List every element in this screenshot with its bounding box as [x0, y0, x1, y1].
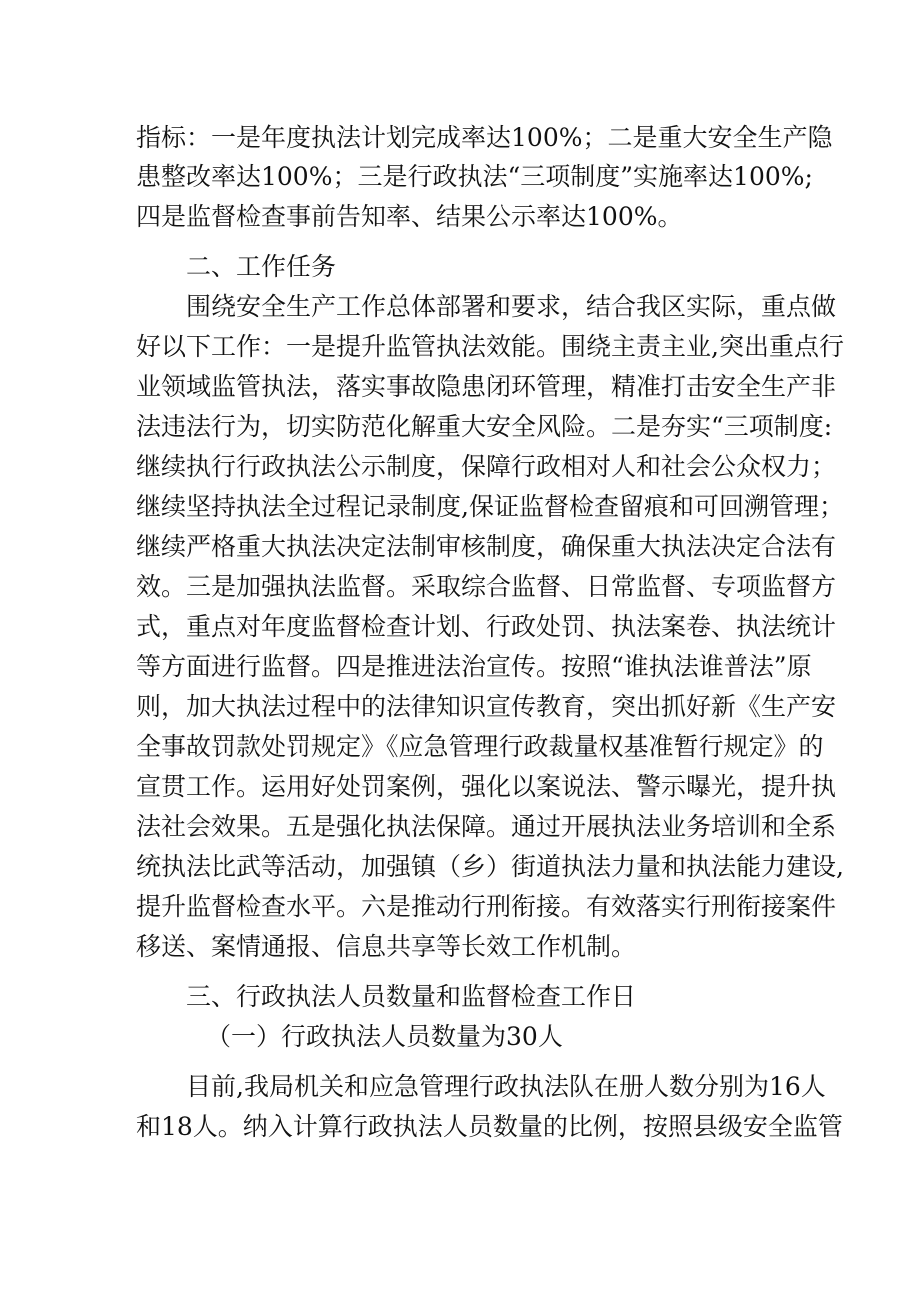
text-line: 好以下工作：一是提升监管执法效能。围绕主责主业,突出重点行 — [136, 332, 844, 361]
text-line: 目前,我局机关和应急管理行政执法队在册人数分别为16人 — [186, 1072, 826, 1101]
text-line: 围绕安全生产工作总体部署和要求，结合我区实际，重点做 — [186, 292, 837, 321]
section-heading: 三、行政执法人员数量和监督检查工作日 — [186, 982, 637, 1011]
text-line: 提升监督检查水平。六是推动行刑衔接。有效落实行刑衔接案件 — [136, 892, 837, 921]
text-line: 移送、案情通报、信息共享等长效工作机制。 — [136, 932, 637, 961]
text-line: 法违法行为，切实防范化解重大安全风险。二是夯实“三项制度: — [136, 412, 833, 441]
text-line: 患整改率达100%；三是行政执法“三项制度”实施率达100%; — [136, 162, 813, 191]
text-line: 四是监督检查事前告知率、结果公示率达100%。 — [136, 202, 683, 231]
text-line: 式，重点对年度监督检查计划、行政处罚、执法案卷、执法统计 — [136, 612, 837, 641]
text-line: 继续坚持执法全过程记录制度,保证监督检查留痕和可回溯管理； — [136, 492, 844, 521]
text-line: 和18人。纳入计算行政执法人员数量的比例，按照县级安全监管 — [136, 1112, 843, 1141]
text-line: 全事故罚款处罚规定》《应急管理行政裁量权基准暂行规定》的 — [136, 732, 824, 761]
text-line: 统执法比武等活动，加强镇（乡）街道执法力量和执法能力建设, — [136, 852, 844, 881]
text-line: 继续严格重大执法决定法制审核制度，确保重大执法决定合法有 — [136, 532, 837, 561]
section-heading: 二、工作任务 — [186, 252, 337, 281]
text-line: 则，加大执法过程中的法律知识宣传教育，突出抓好新《生产安 — [136, 692, 837, 721]
text-line: 宣贯工作。运用好处罚案例，强化以案说法、警示曝光，提升执 — [136, 772, 837, 801]
subsection-heading: （一）行政执法人员数量为30人 — [206, 1022, 563, 1051]
text-line: 指标：一是年度执法计划完成率达100%；二是重大安全生产隐 — [136, 123, 833, 152]
text-line: 继续执行行政执法公示制度，保障行政相对人和社会公众权力； — [136, 452, 837, 481]
text-line: 法社会效果。五是强化执法保障。通过开展执法业务培训和全系 — [136, 812, 837, 841]
text-line: 效。三是加强执法监督。采取综合监督、日常监督、专项监督方 — [136, 572, 837, 601]
text-line: 业领域监管执法，落实事故隐患闭环管理，精准打击安全生产非 — [136, 372, 837, 401]
text-line: 等方面进行监督。四是推进法治宣传。按照“谁执法谁普法”原 — [136, 652, 812, 681]
